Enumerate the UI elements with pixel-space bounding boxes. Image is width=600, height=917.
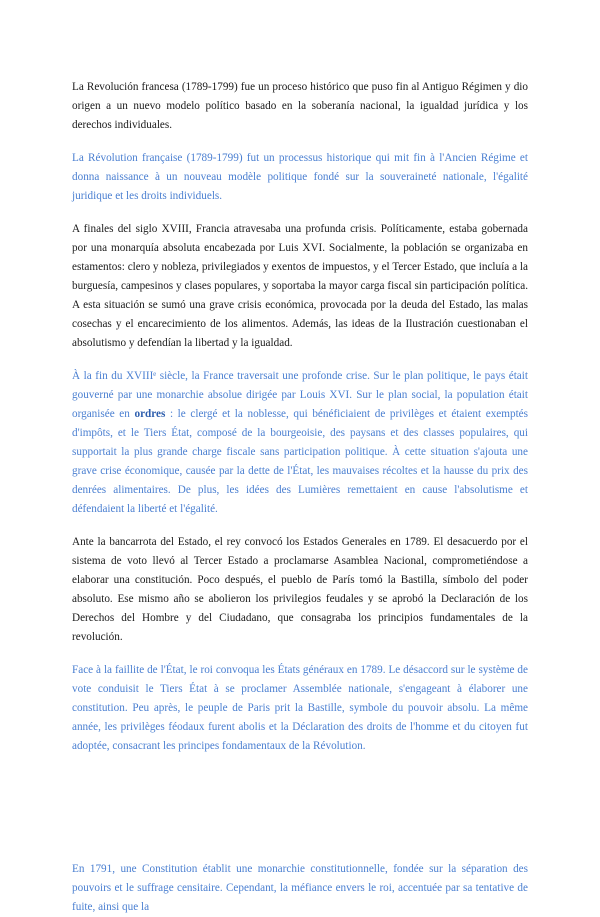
paragraph-fr-1791: En 1791, une Constitution établit une monarchie constitutionnelle, fondée sur la séparation des pouvoirs et le suffrage censitaire. Cependant, la méfiance envers le roi, accentuée par sa tentative de fuite, ainsi que la xyxy=(72,863,528,913)
paragraph-fr-causes-start: À la fin du XVIIIᵉ siècle, la France traversait une profonde crise. Sur le plan politique, le pays était gouverné par une monarchie absolue dirigée par Louis XVI. Sur le plan social, la population était organisée en xyxy=(72,370,528,420)
paragraph-fr-causes-end: : le clergé et la noblesse, qui bénéficiaient de privilèges et étaient exemptés d'impôts, et le Tiers État, composé de la bourgeoisie, des paysans et des classes populaires, qui supportait la plus grande charge fiscale sans participation politique. À cette situation s'ajouta une grave crise économique, causée par la dette de l'État, les mauvaises récoltes et la hausse du prix des denrées alimentaires. De plus, les idées des Lumières remettaient en cause l'absolutisme et défendaient la liberté et l'égalité. xyxy=(72,408,528,515)
paragraph-es-1789: Ante la bancarrota del Estado, el rey convocó los Estados Generales en 1789. El desacuerdo por el sistema de voto llevó al Tercer Estado a proclamarse Asamblea Nacional, comprometiéndose a elaborar una constitución. Poco después, el pueblo de París tomó la Bastilla, símbolo del poder absoluto. Ese mismo año se abolieron los privilegios feudales y se aprobó la Declaración de los Derechos del Hombre y del Ciudadano, que consagraba los principios fundamentales de la revolución. xyxy=(72,536,528,643)
paragraph-es-intro: La Revolución francesa (1789-1799) fue un proceso histórico que puso fin al Antiguo Régimen y dio origen a un nuevo modelo político basado en la soberanía nacional, la igualdad jurídica y los derechos individuales. xyxy=(72,81,528,131)
paragraph-fr-intro: La Révolution française (1789-1799) fut un processus historique qui mit fin à l'Ancien Régime et donna naissance à un nouveau modèle politique fondé sur la souveraineté nationale, l'égalité juridique et les droits individuels. xyxy=(72,152,528,202)
bottom-margin xyxy=(0,768,600,848)
paragraph-es-causes: A finales del siglo XVIII, Francia atravesaba una profunda crisis. Políticamente, estaba gobernada por una monarquía absoluta encabezada por Luis XVI. Socialmente, la población se organizaba en estamentos: clero y nobleza, privilegiados y exentos de impuestos, y el Tercer Estado, que incluía a la burguesía, campesinos y clases populares, y soportaba la mayor carga fiscal sin participación política. A esta situación se sumó una grave crisis económica, provocada por la deuda del Estado, las malas cosechas y el encarecimiento de los alimentos. Además, las ideas de la Ilustración cuestionaban el absolutismo y defendían la libertad y la igualdad. xyxy=(72,223,528,349)
bold-term-ordres: ordres xyxy=(134,408,166,420)
paragraph-fr-1789: Face à la faillite de l'État, le roi convoqua les États généraux en 1789. Le désaccord sur le système de vote conduisit le Tiers État à se proclamer Assemblée nationale, s'engageant à élaborer une constitution. Peu après, le peuple de Paris prit la Bastille, symbole du pouvoir absolu. La même année, les privilèges féodaux furent abolis et la Déclaration des droits de l'homme et du citoyen fut adoptée, consacrant les principes fondamentaux de la Révolution. xyxy=(72,664,528,752)
paragraph-fr-causes xyxy=(72,367,528,519)
